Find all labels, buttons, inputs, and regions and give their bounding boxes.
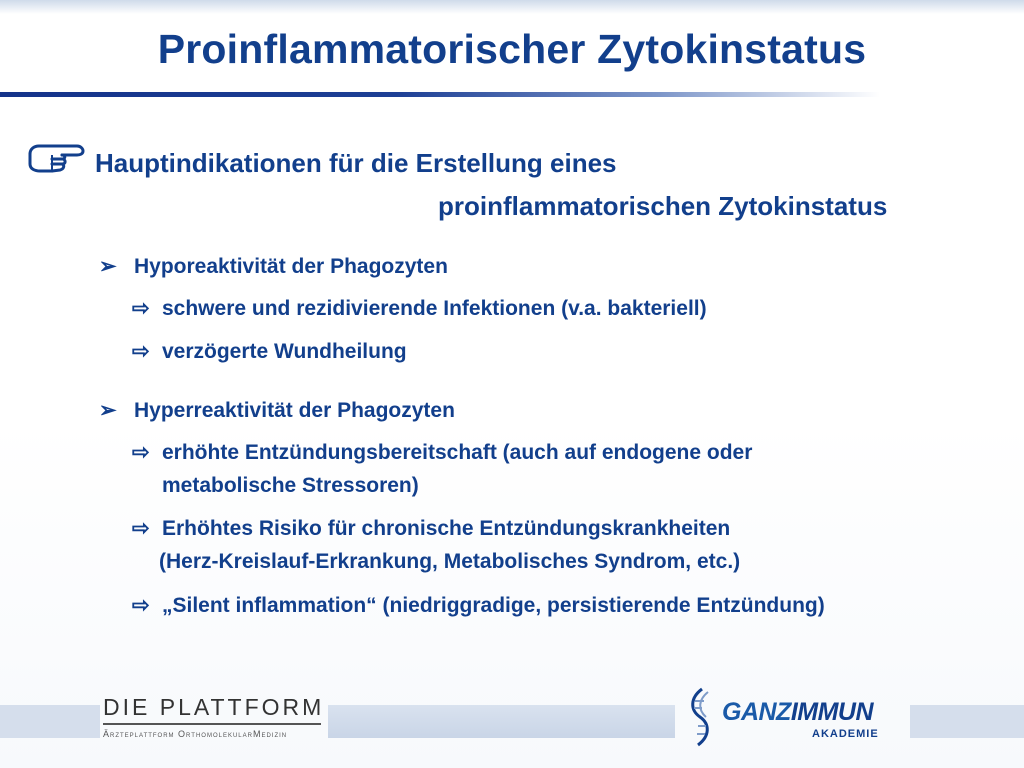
arrowhead-bullet-icon: ➢ <box>99 399 117 422</box>
bullet-label: Hyperreaktivität der Phagozyten <box>134 399 455 422</box>
plattform-logo-rule <box>103 723 321 725</box>
pointing-hand-icon <box>28 140 86 174</box>
sub-item-silent-inflammation <box>132 589 825 622</box>
sub-item-text-line1: Erhöhtes Risiko für chronische Entzündungskrankheiten <box>162 517 731 540</box>
footer-bar-left <box>0 705 100 738</box>
sub-item-text: schwere und rezidivierende Infektionen (v.a. bakteriell) <box>162 297 707 320</box>
heading-line-1: Hauptindikationen für die Erstellung eines <box>95 148 617 178</box>
wordmark-immun: IMMUN <box>790 698 874 726</box>
right-arrow-icon: ⇨ <box>132 340 150 363</box>
heading-line-2: proinflammatorischen Zytokinstatus <box>438 191 888 221</box>
footer-bar-middle <box>328 705 675 738</box>
slide-title: Proinflammatorischer Zytokinstatus <box>157 26 867 72</box>
section-heading <box>95 146 995 223</box>
sub-item-text-line2: metabolische Stressoren) <box>162 474 419 497</box>
sub-item-inflammation-readiness <box>132 436 752 502</box>
right-arrow-icon: ⇨ <box>132 441 150 464</box>
sub-item-chronic-risk <box>132 512 740 578</box>
sub-item-infections <box>132 292 707 325</box>
title-underline <box>0 92 880 97</box>
ganzimmun-wordmark <box>722 698 873 727</box>
sub-item-text-line1: erhöhte Entzündungsbereitschaft (auch auf endogene oder <box>162 441 753 464</box>
ganzimmun-logo <box>686 686 906 748</box>
arrowhead-bullet-icon: ➢ <box>99 255 117 278</box>
die-plattform-logo <box>103 694 325 739</box>
right-arrow-icon: ⇨ <box>132 594 150 617</box>
wordmark-ganz: GANZ <box>722 698 791 726</box>
right-arrow-icon: ⇨ <box>132 297 150 320</box>
right-arrow-icon: ⇨ <box>132 517 150 540</box>
plattform-logo-subtitle: Ärzteplattform OrthomolekularMedizin <box>103 729 288 739</box>
bullet-hyperreactivity <box>99 398 455 423</box>
bullet-hyporeactivity <box>99 254 448 279</box>
sub-item-text-line2: (Herz-Kreislauf-Erkrankung, Metabolisches Syndrom, etc.) <box>159 550 741 573</box>
akademie-label: AKADEMIE <box>812 728 879 740</box>
plattform-logo-name: DIE PLATTFORM <box>103 694 325 720</box>
bullet-label: Hyporeaktivität der Phagozyten <box>134 255 448 278</box>
dna-helix-icon <box>686 686 720 748</box>
sub-item-text: verzögerte Wundheilung <box>162 340 407 363</box>
sub-item-wound-healing <box>132 335 407 368</box>
sub-item-text: „Silent inflammation“ (niedriggradige, persistierende Entzündung) <box>162 594 825 617</box>
footer-bar-right <box>910 705 1024 738</box>
top-band <box>0 0 1024 14</box>
